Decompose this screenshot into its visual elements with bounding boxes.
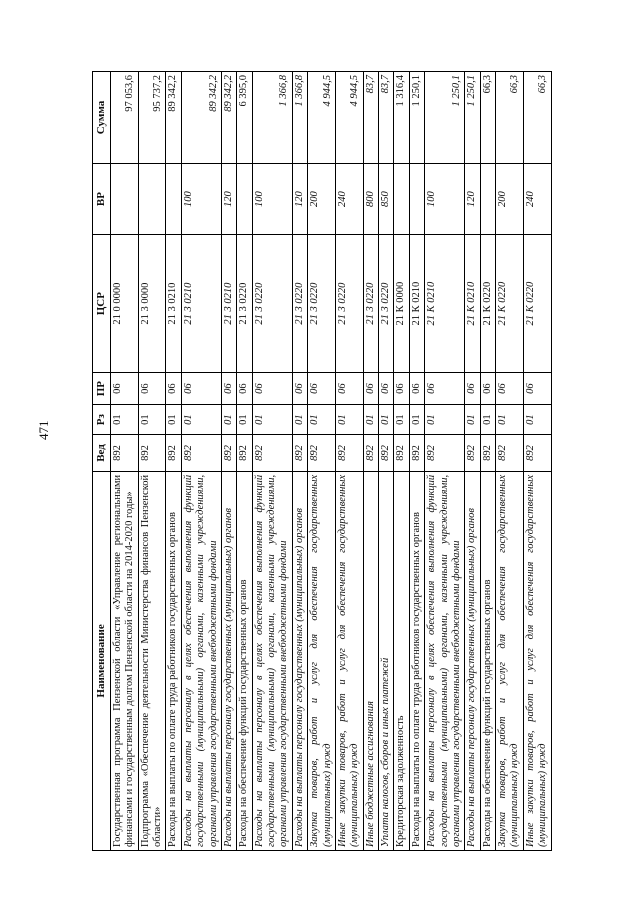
cell-vr: 100 (181, 163, 221, 234)
cell-sum: 6 395,0 (237, 72, 252, 164)
cell-sum: 95 737,2 (138, 72, 166, 164)
header-name: Наименование (93, 471, 111, 850)
cell-csr: 21 К 0220 (496, 235, 524, 373)
cell-pr: 06 (221, 373, 236, 405)
cell-name: Расходы на выплаты персоналу в целях обеспечения выполнения функций государственными (муниципальными) органами, казенными учреждениями, органами управления государственными внебюджетными фондами (252, 471, 292, 850)
cell-pr: 06 (252, 373, 292, 405)
cell-rz: 01 (221, 405, 236, 435)
cell-sum: 4 944,5 (335, 72, 363, 164)
cell-vr (237, 163, 252, 234)
cell-vr: 800 (363, 163, 378, 234)
cell-vr (394, 163, 409, 234)
cell-rz: 01 (496, 405, 524, 435)
cell-name: Закупка товаров, работ и услуг для обеспечения государственных (муниципальных) нужд (308, 471, 336, 850)
table-row (379, 72, 394, 851)
header-pr: ПР (93, 373, 111, 405)
cell-csr: 21 3 0220 (308, 235, 336, 373)
cell-pr: 06 (237, 373, 252, 405)
cell-name: Иные бюджетные ассигнования (363, 471, 378, 850)
cell-csr: 21 3 0220 (252, 235, 292, 373)
budget-table-container (92, 71, 572, 851)
cell-ved: 892 (292, 435, 307, 472)
table-row (409, 72, 424, 851)
cell-ved: 892 (394, 435, 409, 472)
cell-name: Расходы на выплаты персоналу государственных (муниципальных) органов (292, 471, 307, 850)
cell-ved: 892 (110, 435, 138, 472)
table-row (335, 72, 363, 851)
cell-sum: 1 366,8 (292, 72, 307, 164)
cell-vr: 120 (292, 163, 307, 234)
cell-csr: 21 3 0220 (363, 235, 378, 373)
table-row (363, 72, 378, 851)
cell-name: Расходы на выплаты по оплате труда работников государственных органов (166, 471, 181, 850)
table-row (221, 72, 236, 851)
cell-sum: 4 944,5 (308, 72, 336, 164)
cell-vr (480, 163, 495, 234)
cell-sum: 66,3 (480, 72, 495, 164)
cell-pr: 06 (409, 373, 424, 405)
cell-name: Государственная программа Пензенской области «Управление региональными финансами и государственным долгом Пензенской области на 2014-2020 годы» (110, 471, 138, 850)
cell-rz: 01 (308, 405, 336, 435)
cell-ved: 892 (363, 435, 378, 472)
header-vr: ВР (93, 163, 111, 234)
cell-ved: 892 (465, 435, 480, 472)
cell-sum: 97 053,6 (110, 72, 138, 164)
cell-ved: 892 (409, 435, 424, 472)
cell-vr: 200 (496, 163, 524, 234)
cell-name: Иные закупки товаров, работ и услуг для обеспечения государственных (муниципальных) нужд (523, 471, 551, 850)
cell-rz: 01 (363, 405, 378, 435)
cell-rz: 01 (425, 405, 465, 435)
cell-rz: 01 (292, 405, 307, 435)
table-row (292, 72, 307, 851)
table-row (181, 72, 221, 851)
cell-vr (166, 163, 181, 234)
budget-table (92, 71, 552, 851)
cell-pr: 06 (480, 373, 495, 405)
cell-vr (138, 163, 166, 234)
cell-rz: 01 (138, 405, 166, 435)
cell-rz: 01 (379, 405, 394, 435)
cell-pr: 06 (363, 373, 378, 405)
cell-csr: 21 К 0000 (394, 235, 409, 373)
cell-pr: 06 (292, 373, 307, 405)
cell-vr: 200 (308, 163, 336, 234)
cell-vr (409, 163, 424, 234)
cell-sum: 83,7 (363, 72, 378, 164)
table-row (523, 72, 551, 851)
cell-csr: 21 3 0210 (166, 235, 181, 373)
cell-sum: 66,3 (496, 72, 524, 164)
cell-ved: 892 (138, 435, 166, 472)
cell-pr: 06 (394, 373, 409, 405)
cell-name: Иные закупки товаров, работ и услуг для обеспечения государственных (муниципальных) нужд (335, 471, 363, 850)
cell-ved: 892 (496, 435, 524, 472)
cell-csr: 21 3 0220 (237, 235, 252, 373)
table-row (465, 72, 480, 851)
table-row (110, 72, 138, 851)
cell-vr: 850 (379, 163, 394, 234)
cell-rz: 01 (480, 405, 495, 435)
cell-vr: 120 (221, 163, 236, 234)
cell-ved: 892 (425, 435, 465, 472)
cell-name: Расходы на выплаты персоналу государственных (муниципальных) органов (221, 471, 236, 850)
cell-sum: 66,3 (523, 72, 551, 164)
table-body (110, 72, 551, 851)
cell-name: Расходы на выплаты персоналу в целях обеспечения выполнения функций государственными (муниципальными) органами, казенными учреждениями, органами управления государственными внебюджетными фондами (181, 471, 221, 850)
table-row (166, 72, 181, 851)
cell-csr: 21 3 0210 (221, 235, 236, 373)
cell-ved: 892 (166, 435, 181, 472)
cell-rz: 01 (166, 405, 181, 435)
cell-name: Расходы на выплаты персоналу государственных (муниципальных) органов (465, 471, 480, 850)
cell-ved: 892 (237, 435, 252, 472)
cell-csr: 21 3 0220 (379, 235, 394, 373)
cell-rz: 01 (409, 405, 424, 435)
cell-rz: 01 (110, 405, 138, 435)
cell-name: Закупка товаров, работ и услуг для обеспечения государственных (муниципальных) нужд (496, 471, 524, 850)
cell-rz: 01 (465, 405, 480, 435)
table-row (394, 72, 409, 851)
header-ved: Вед (93, 435, 111, 472)
header-csr: ЦСР (93, 235, 111, 373)
cell-sum: 89 342,2 (221, 72, 236, 164)
cell-pr: 06 (379, 373, 394, 405)
cell-sum: 89 342,2 (166, 72, 181, 164)
cell-pr: 06 (523, 373, 551, 405)
table-row (496, 72, 524, 851)
cell-ved: 892 (379, 435, 394, 472)
cell-pr: 06 (465, 373, 480, 405)
cell-vr (110, 163, 138, 234)
cell-pr: 06 (335, 373, 363, 405)
cell-csr: 21 3 0220 (335, 235, 363, 373)
cell-ved: 892 (480, 435, 495, 472)
cell-sum: 1 366,8 (252, 72, 292, 164)
cell-ved: 892 (335, 435, 363, 472)
cell-rz: 01 (237, 405, 252, 435)
cell-name: Расходы на выплаты по оплате труда работников государственных органов (409, 471, 424, 850)
cell-pr: 06 (425, 373, 465, 405)
cell-ved: 892 (252, 435, 292, 472)
cell-name: Уплата налогов, сборов и иных платежей (379, 471, 394, 850)
cell-pr: 06 (110, 373, 138, 405)
cell-csr: 21 3 0220 (292, 235, 307, 373)
cell-sum: 1 250,1 (409, 72, 424, 164)
cell-vr: 100 (425, 163, 465, 234)
cell-csr: 21 3 0000 (138, 235, 166, 373)
cell-ved: 892 (181, 435, 221, 472)
header-sum: Сумма (93, 72, 111, 164)
cell-name: Расходы на обеспечение функций государственных органов (480, 471, 495, 850)
table-row (237, 72, 252, 851)
cell-pr: 06 (496, 373, 524, 405)
cell-csr: 21 0 0000 (110, 235, 138, 373)
cell-sum: 83,7 (379, 72, 394, 164)
cell-pr: 06 (181, 373, 221, 405)
cell-pr: 06 (138, 373, 166, 405)
table-row (425, 72, 465, 851)
cell-rz: 01 (181, 405, 221, 435)
cell-csr: 21 К 0210 (465, 235, 480, 373)
table-row (252, 72, 292, 851)
cell-rz: 01 (523, 405, 551, 435)
cell-rz: 01 (335, 405, 363, 435)
cell-csr: 21 3 0210 (181, 235, 221, 373)
cell-rz: 01 (394, 405, 409, 435)
cell-vr: 240 (335, 163, 363, 234)
cell-ved: 892 (523, 435, 551, 472)
cell-name: Подпрограмма «Обеспечение деятельности Министерства финансов Пензенской области» (138, 471, 166, 850)
cell-name: Расходы на обеспечение функций государственных органов (237, 471, 252, 850)
cell-name: Кредиторская задолженность (394, 471, 409, 850)
cell-ved: 892 (308, 435, 336, 472)
cell-csr: 21 К 0220 (480, 235, 495, 373)
table-row (138, 72, 166, 851)
cell-ved: 892 (221, 435, 236, 472)
table-row (480, 72, 495, 851)
header-rz: Рз (93, 405, 111, 435)
table-header-row (93, 72, 111, 851)
table-row (308, 72, 336, 851)
cell-name: Расходы на выплаты персоналу в целях обеспечения выполнения функций государственными (муниципальными) органами, казенными учреждениями, органами управления государственными внебюджетными фондами (425, 471, 465, 850)
cell-sum: 89 342,2 (181, 72, 221, 164)
cell-pr: 06 (166, 373, 181, 405)
page-number: 471 (36, 420, 51, 440)
cell-sum: 1 316,4 (394, 72, 409, 164)
cell-pr: 06 (308, 373, 336, 405)
cell-vr: 120 (465, 163, 480, 234)
cell-csr: 21 К 0220 (523, 235, 551, 373)
cell-csr: 21 К 0210 (409, 235, 424, 373)
cell-sum: 1 250,1 (425, 72, 465, 164)
cell-vr: 100 (252, 163, 292, 234)
cell-sum: 1 250,1 (465, 72, 480, 164)
cell-csr: 21 К 0210 (425, 235, 465, 373)
cell-vr: 240 (523, 163, 551, 234)
cell-rz: 01 (252, 405, 292, 435)
